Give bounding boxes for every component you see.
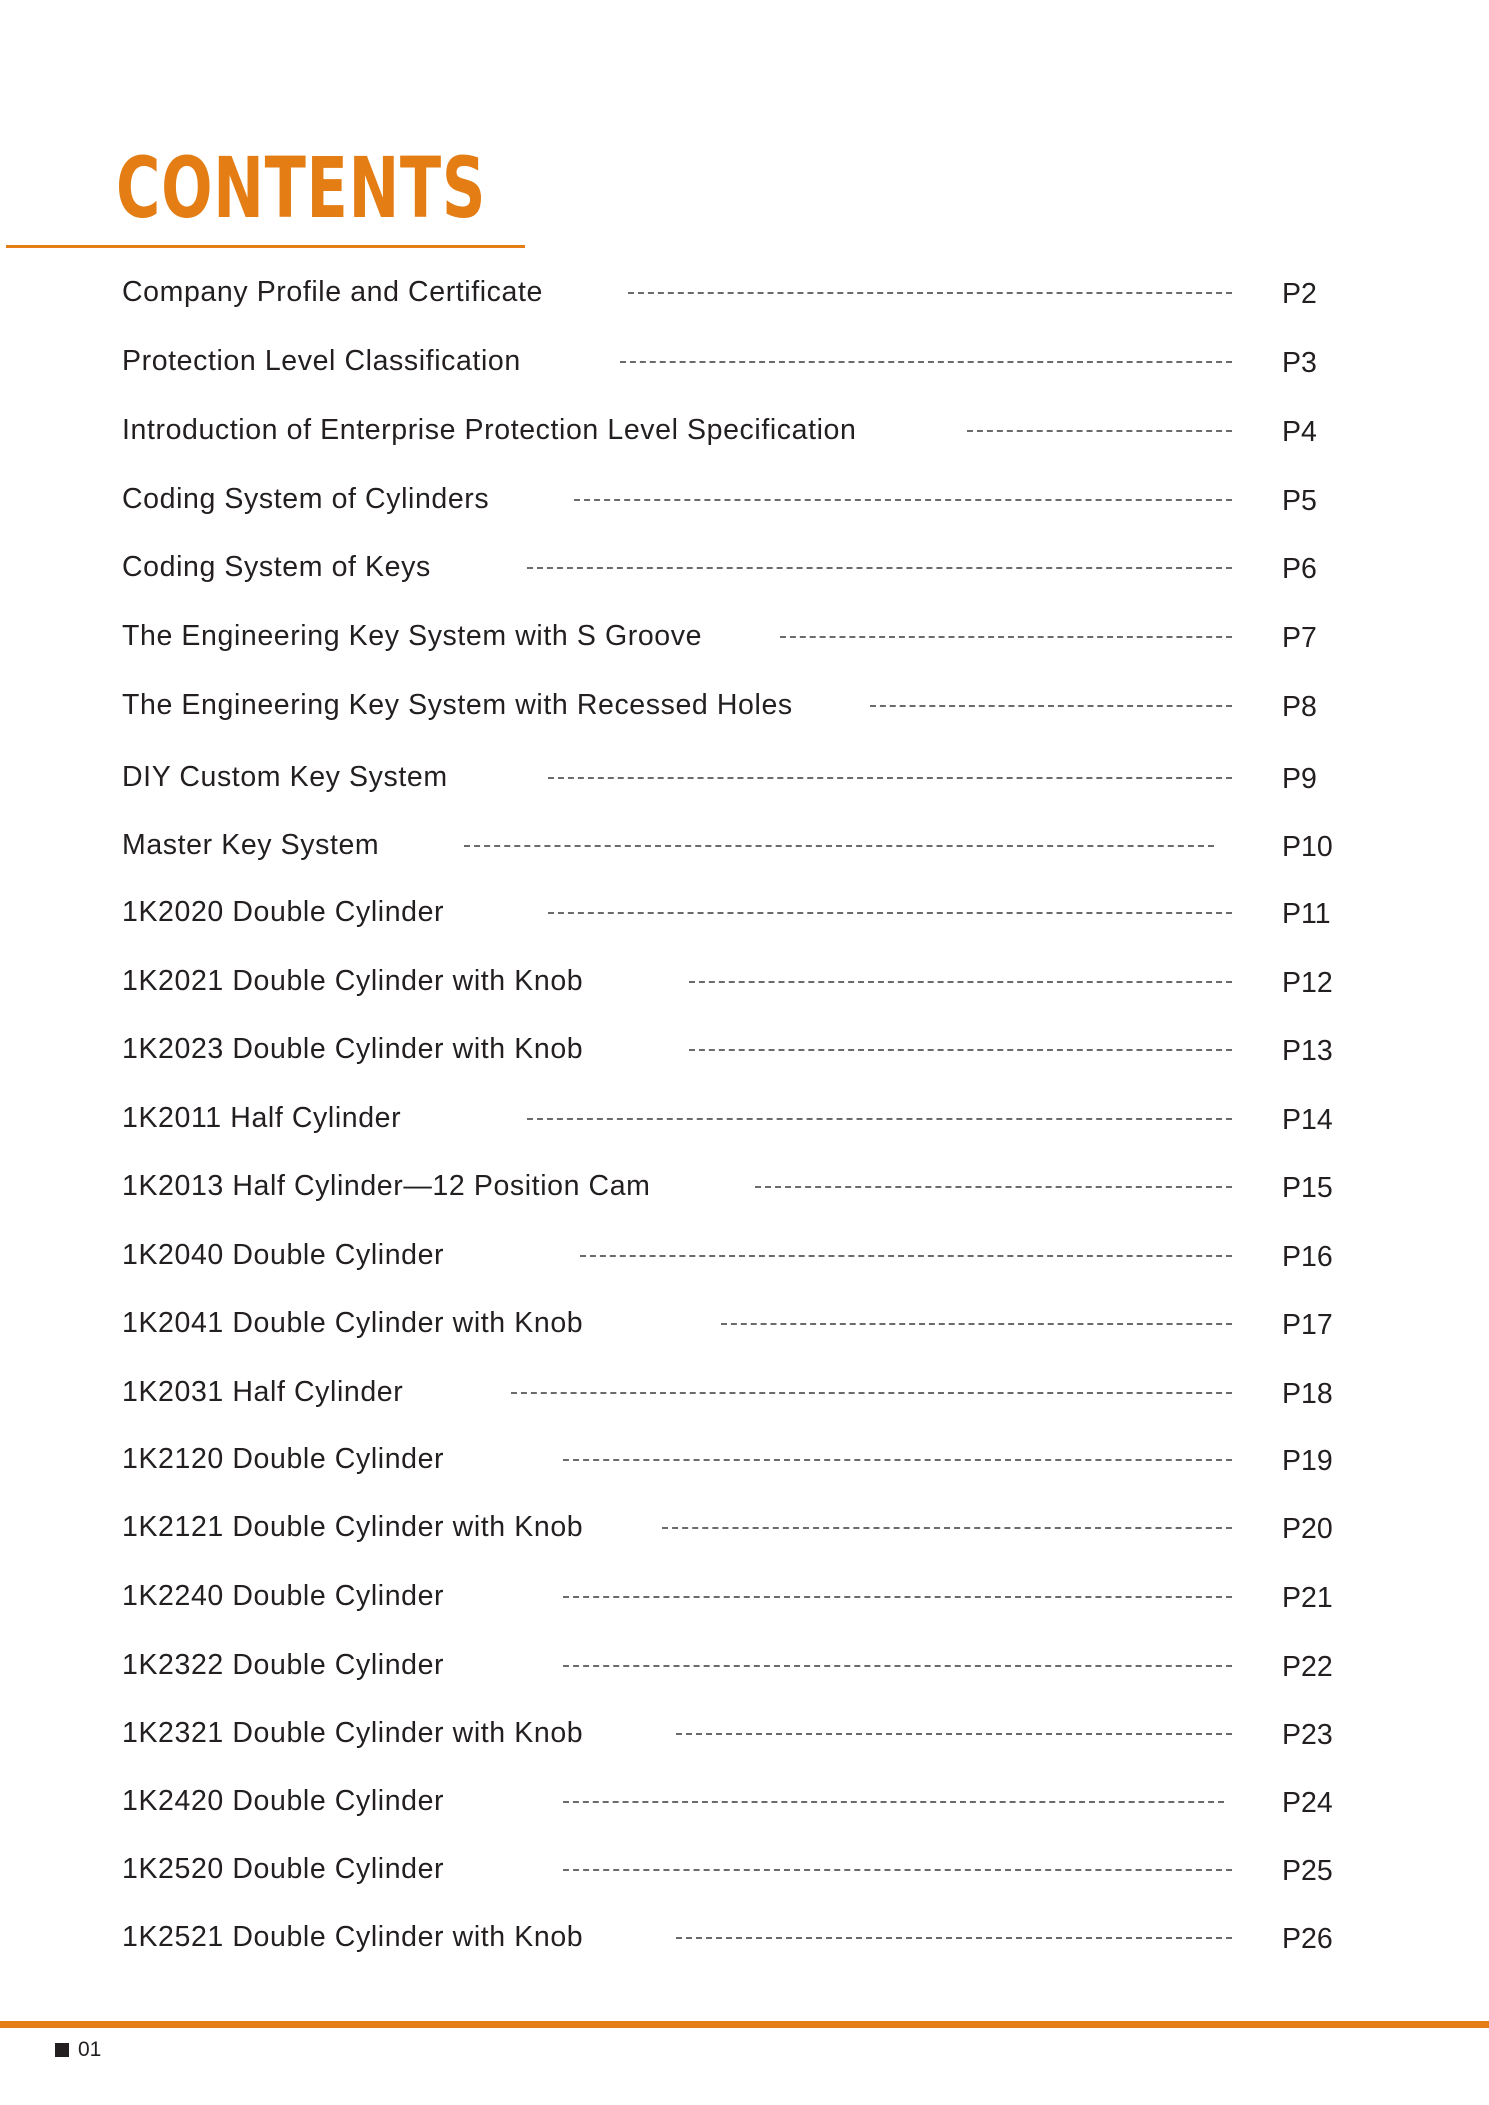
toc-entry-page-number: P7 [1282,622,1317,654]
toc-dot-leader [689,981,1232,983]
toc-entry-page-number: P12 [1282,967,1333,999]
toc-entry[interactable] [0,1372,1489,1412]
toc-entry-page-number: P8 [1282,691,1317,723]
toc-entry-title: 1K2420 Double Cylinder [122,1785,445,1817]
toc-entry[interactable] [0,757,1489,797]
toc-entry-page-number: P15 [1282,1172,1333,1204]
toc-entry-title: 1K2013 Half Cylinder—12 Position Cam [122,1170,651,1202]
toc-dot-leader [689,1049,1232,1051]
toc-entry[interactable] [0,1303,1489,1343]
toc-entry-page-number: P11 [1282,898,1331,930]
toc-entry[interactable] [0,547,1489,587]
toc-entry-title: DIY Custom Key System [122,761,448,793]
toc-entry[interactable] [0,1166,1489,1206]
toc-entry-title: Protection Level Classification [122,345,521,377]
toc-entry-page-number: P9 [1282,763,1317,795]
toc-dot-leader [563,1596,1232,1598]
toc-dot-leader [870,705,1232,707]
toc-dot-leader [464,845,1214,847]
toc-dot-leader [628,292,1232,294]
toc-entry-page-number: P22 [1282,1651,1333,1683]
toc-entry-title: 1K2040 Double Cylinder [122,1239,445,1271]
toc-entry[interactable] [0,825,1489,865]
toc-entry-page-number: P6 [1282,553,1317,585]
toc-entry[interactable] [0,479,1489,519]
toc-dot-leader [662,1527,1232,1529]
toc-entry[interactable] [0,272,1489,312]
toc-entry[interactable] [0,1235,1489,1275]
toc-entry-page-number: P18 [1282,1378,1333,1410]
toc-dot-leader [574,499,1232,501]
toc-entry[interactable] [0,1781,1489,1821]
toc-entry-title: 1K2521 Double Cylinder with Knob [122,1921,584,1953]
footer-square-marker [55,2043,69,2057]
page-title: CONTENTS [116,139,487,237]
toc-entry-page-number: P4 [1282,416,1317,448]
toc-entry[interactable] [0,1507,1489,1547]
toc-entry-page-number: P21 [1282,1582,1333,1614]
toc-entry[interactable] [0,1029,1489,1069]
toc-dot-leader [676,1733,1232,1735]
toc-entry-page-number: P2 [1282,278,1317,310]
toc-dot-leader [527,567,1232,569]
toc-dot-leader [967,430,1232,432]
toc-dot-leader [755,1186,1232,1188]
toc-dot-leader [620,361,1232,363]
toc-entry-title: 1K2321 Double Cylinder with Knob [122,1717,584,1749]
toc-entry-title: 1K2023 Double Cylinder with Knob [122,1033,584,1065]
toc-dot-leader [580,1255,1232,1257]
toc-entry-title: Coding System of Keys [122,551,431,583]
toc-entry-page-number: P17 [1282,1309,1333,1341]
toc-entry[interactable] [0,1713,1489,1753]
toc-entry[interactable] [0,1576,1489,1616]
toc-entry-page-number: P23 [1282,1719,1333,1751]
toc-entry-title: Master Key System [122,829,380,861]
toc-entry-title: 1K2041 Double Cylinder with Knob [122,1307,584,1339]
toc-dot-leader [527,1118,1232,1120]
toc-entry-page-number: P19 [1282,1445,1333,1477]
toc-entry-title: 1K2120 Double Cylinder [122,1443,445,1475]
toc-entry[interactable] [0,1849,1489,1889]
toc-entry-page-number: P25 [1282,1855,1333,1887]
toc-entry-title: The Engineering Key System with Recessed Holes [122,689,793,721]
toc-dot-leader [780,636,1232,638]
toc-dot-leader [563,1869,1232,1871]
toc-entry-page-number: P10 [1282,831,1333,863]
toc-entry[interactable] [0,410,1489,450]
toc-entry-title: 1K2021 Double Cylinder with Knob [122,965,584,997]
toc-dot-leader [563,1801,1224,1803]
toc-entry-title: Introduction of Enterprise Protection Level Specification [122,414,857,446]
toc-entry-title: 1K2031 Half Cylinder [122,1376,404,1408]
toc-entry-page-number: P16 [1282,1241,1333,1273]
toc-entry[interactable] [0,1439,1489,1479]
toc-entry[interactable] [0,341,1489,381]
footer-rule [0,2021,1489,2028]
toc-entry-title: Coding System of Cylinders [122,483,490,515]
toc-entry-title: 1K2520 Double Cylinder [122,1853,445,1885]
toc-entry-title: 1K2121 Double Cylinder with Knob [122,1511,584,1543]
page-number: 01 [78,2038,102,2061]
toc-dot-leader [676,1937,1232,1939]
toc-entry[interactable] [0,1098,1489,1138]
toc-dot-leader [548,912,1232,914]
toc-entry-page-number: P14 [1282,1104,1333,1136]
toc-entry-page-number: P20 [1282,1513,1333,1545]
toc-entry[interactable] [0,961,1489,1001]
toc-entry-page-number: P3 [1282,347,1317,379]
toc-entry-title: 1K2011 Half Cylinder [122,1102,402,1134]
toc-entry-page-number: P24 [1282,1787,1333,1819]
toc-entry-page-number: P26 [1282,1923,1333,1955]
toc-dot-leader [511,1392,1232,1394]
toc-entry-page-number: P13 [1282,1035,1333,1067]
toc-entry[interactable] [0,616,1489,656]
toc-entry-title: 1K2322 Double Cylinder [122,1649,445,1681]
toc-dot-leader [721,1323,1232,1325]
toc-entry[interactable] [0,685,1489,725]
toc-entry-title: 1K2020 Double Cylinder [122,896,445,928]
toc-entry[interactable] [0,1645,1489,1685]
toc-dot-leader [563,1665,1232,1667]
toc-dot-leader [548,777,1232,779]
toc-entry-title: Company Profile and Certificate [122,276,543,308]
toc-dot-leader [563,1459,1232,1461]
toc-entry-title: The Engineering Key System with S Groove [122,620,703,652]
toc-entry-page-number: P5 [1282,485,1317,517]
toc-entry[interactable] [0,892,1489,932]
toc-entry-title: 1K2240 Double Cylinder [122,1580,445,1612]
toc-entry[interactable] [0,1917,1489,1957]
